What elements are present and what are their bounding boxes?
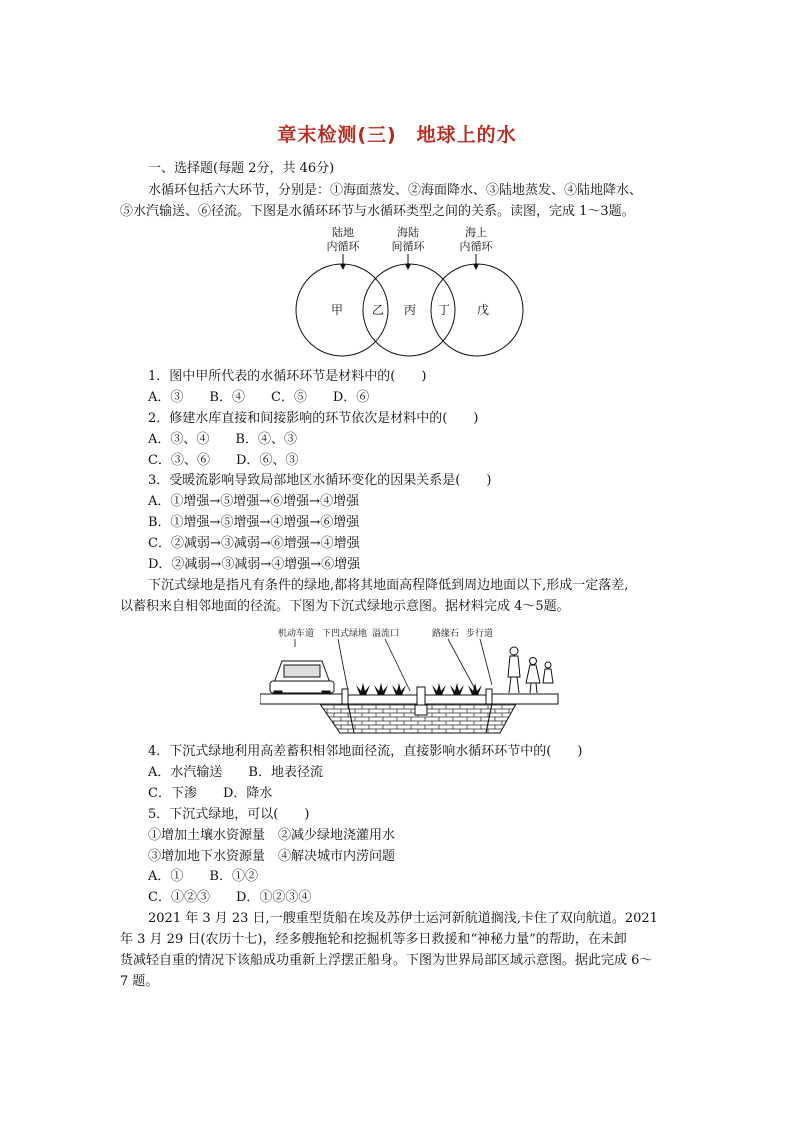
region-wu: 戊 bbox=[476, 303, 490, 317]
venn-right-label-2: 内循环 bbox=[459, 240, 493, 253]
region-yi: 乙 bbox=[371, 303, 385, 317]
question-line: A．① B．①② bbox=[148, 869, 258, 884]
venn-mid-label-1: 海陆 bbox=[397, 226, 419, 239]
label-sidewalk: 步行道 bbox=[466, 629, 494, 639]
question-line: C．②减弱→③减弱→⑥增强→④增强 bbox=[148, 536, 360, 551]
label-curb-stone: 路缘石 bbox=[432, 629, 460, 639]
question-line: A．①增强→⑤增强→⑥增强→④增强 bbox=[148, 494, 360, 509]
question-line: 5．下沉式绿地，可以( ) bbox=[148, 807, 310, 822]
overflow-outlet-icon bbox=[415, 687, 427, 715]
question-line: A．③ B．④ C．⑤ D．⑥ bbox=[148, 390, 370, 405]
region-bing: 丙 bbox=[403, 303, 417, 317]
intro-paragraph-line: 下沉式绿地是指凡有条件的绿地,都将其地面高程降低到周边地面以下,形成一定落差, bbox=[148, 578, 629, 593]
question-line: 3．受暖流影响导致局部地区水循环变化的因果关系是( ) bbox=[148, 473, 492, 488]
question-line: C．①②③ D．①②③④ bbox=[148, 890, 312, 905]
intro-paragraph-line: 水循环包括六大环节，分别是：①海面蒸发、②海面降水、③陆地蒸发、④陆地降水、 bbox=[148, 183, 643, 198]
section-heading: 一、选择题(每题 2分，共 46分) bbox=[148, 161, 335, 176]
question-line: D．②减弱→③减弱→④增强→⑥增强 bbox=[148, 557, 361, 572]
arrowhead-icon bbox=[340, 264, 346, 270]
intro-paragraph-line: 2021 年 3 月 23 日,一艘重型货船在埃及苏伊士运河新航道搁浅,卡住了双向航道。2021 bbox=[148, 911, 658, 926]
intro-paragraph-line: 货减轻自重的情况下该船成功重新上浮摆正船身。下图为世界局部区域示意图。据此完成 6～ bbox=[120, 953, 653, 968]
sunken-greenland-diagram bbox=[260, 625, 560, 737]
intro-paragraph-line: 以蓄积来自相邻地面的径流。下图为下沉式绿地示意图。据材料完成 4～5题。 bbox=[120, 599, 570, 614]
region-jia: 甲 bbox=[330, 303, 344, 317]
venn-mid-label-2: 间循环 bbox=[391, 240, 425, 253]
curb-left bbox=[342, 689, 348, 704]
label-motor-lane: 机动车道 bbox=[278, 629, 315, 639]
question-line: B．①增强→⑤增强→④增强→⑥增强 bbox=[148, 515, 360, 530]
water-cycle-venn-diagram bbox=[285, 222, 535, 362]
question-line: ①增加土壤水资源量 ②减少绿地浇灌用水 bbox=[148, 828, 396, 843]
question-line: 1．图中甲所代表的水循环环节是材料中的( ) bbox=[148, 369, 427, 384]
question-line: A．水汽输送 B．地表径流 bbox=[148, 765, 323, 780]
question-line: 2．修建水库直接和间接影响的环节依次是材料中的( ) bbox=[148, 411, 479, 426]
intro-paragraph-line: ⑤水汽输送、⑥径流。下图是水循环环节与水循环类型之间的关系。读图，完成 1～3题。 bbox=[120, 204, 635, 219]
question-line: A．③、④ B．④、③ bbox=[148, 432, 297, 447]
question-line: 4．下沉式绿地利用高差蓄积相邻地面径流，直接影响水循环环节中的( ) bbox=[148, 744, 583, 759]
pedestrians-icon bbox=[508, 647, 553, 693]
venn-left-label-1: 陆地 bbox=[332, 226, 354, 239]
question-line: C．③、⑥ D．⑥、③ bbox=[148, 453, 299, 468]
curb-right bbox=[486, 689, 492, 704]
intro-paragraph-line: 年 3 月 29 日(农历十七)，经多艘拖轮和挖掘机等多日救援和“神秘力量”的帮助，在未卸 bbox=[120, 932, 627, 947]
motor-lane-surface bbox=[260, 694, 346, 704]
question-line: C．下渗 D．降水 bbox=[148, 786, 273, 801]
arrowhead-icon bbox=[473, 264, 479, 270]
venn-right-label-1: 海上 bbox=[465, 226, 487, 239]
page-title: 章末检测(三) 地球上的水 bbox=[277, 124, 517, 146]
venn-left-label-2: 内循环 bbox=[326, 240, 360, 253]
arrowhead-icon bbox=[405, 264, 411, 270]
label-overflow-outlet: 溢流口 bbox=[372, 629, 400, 639]
region-ding: 丁 bbox=[437, 303, 451, 317]
car-icon bbox=[270, 661, 334, 697]
sidewalk-surface bbox=[488, 694, 558, 704]
intro-paragraph-line: 7 题。 bbox=[120, 974, 159, 989]
label-sunken-greenland: 下凹式绿地 bbox=[322, 629, 368, 639]
question-line: ③增加地下水资源量 ④解决城市内涝问题 bbox=[148, 849, 396, 864]
